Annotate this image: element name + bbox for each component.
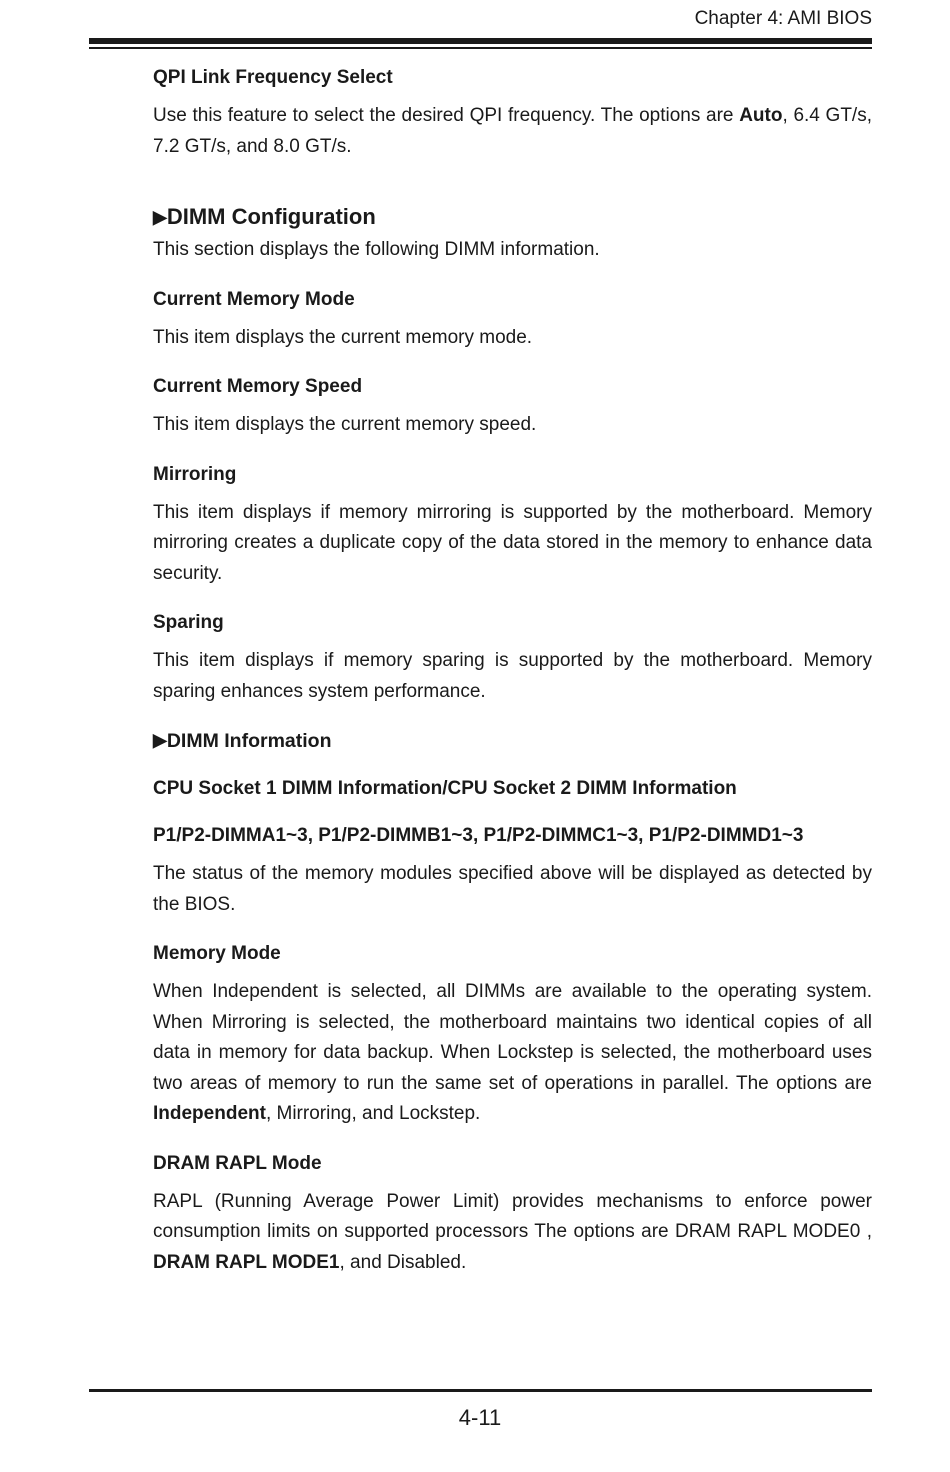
memory-mode-text (153, 977, 872, 1130)
cpu-socket-heading: CPU Socket 1 DIMM Information/CPU Socket 2 DIMM Information (153, 778, 737, 799)
header-rule-thick (89, 38, 872, 44)
dimm-information-title: DIMM Information (166, 730, 332, 752)
dram-rapl-default-option: DRAM RAPL MODE1 (153, 1251, 340, 1273)
current-memory-mode-text: This item displays the current memory mode. (153, 326, 533, 348)
current-memory-speed-text: This item displays the current memory speed. (153, 414, 537, 435)
sparing-text: This item displays if memory sparing is supported by the motherboard. Memory sparing enhances system performance. (153, 650, 872, 702)
dimm-modules-text: The status of the memory modules specified above will be displayed as detected by the BIOS. (153, 863, 872, 915)
dimm-configuration-heading (153, 202, 872, 232)
triangle-right-icon: ▶ (153, 730, 167, 750)
current-memory-speed-heading: Current Memory Speed (153, 376, 363, 397)
qpi-heading: QPI Link Frequency Select (153, 67, 393, 88)
sparing-heading: Sparing (153, 612, 224, 633)
header-rule-thin (89, 47, 872, 49)
memory-mode-text-after: , Mirroring, and Lockstep. (265, 1103, 481, 1124)
dimm-information-heading (153, 727, 872, 755)
qpi-text (153, 101, 872, 162)
qpi-text-before: Use this feature to select the desired QPI frequency. The options are (153, 105, 740, 126)
memory-mode-default-option: Independent (153, 1103, 266, 1124)
dram-rapl-text-after: , and Disabled. (339, 1251, 467, 1273)
dimm-modules-heading: P1/P2-DIMMA1~3, P1/P2-DIMMB1~3, P1/P2-DIMMC1~3, P1/P2-DIMMD1~3 (153, 825, 804, 846)
current-memory-mode-heading: Current Memory Mode (153, 288, 355, 310)
qpi-default-option: Auto (739, 105, 783, 126)
dram-rapl-text-before: RAPL (Running Average Power Limit) provides mechanisms to enforce power consumption limits on supported processors The options are DRAM RAPL MODE0 , (153, 1190, 872, 1242)
footer-rule (89, 1389, 872, 1392)
mirroring-text: This item displays if memory mirroring is supported by the motherboard. Memory mirroring creates a duplicate copy of the data stored in the memory to enhance data security. (153, 501, 872, 584)
dimm-configuration-title: DIMM Configuration (166, 204, 376, 229)
page-content (153, 64, 872, 1278)
page-number: 4-11 (458, 1405, 502, 1430)
dimm-configuration-intro: This section displays the following DIMM information. (153, 239, 600, 260)
dram-rapl-mode-text (153, 1187, 872, 1279)
memory-mode-text-before: When Independent is selected, all DIMMs are available to the operating system. When Mirroring is selected, the motherboard maintains two identical copies of all data in memory for data backup. When Lockstep is selected, the motherboard uses two areas of memory to run the same set of operations in parallel. The options are (153, 981, 872, 1094)
memory-mode-heading: Memory Mode (153, 943, 281, 964)
dram-rapl-mode-heading: DRAM RAPL Mode (153, 1152, 322, 1174)
triangle-right-icon: ▶ (153, 207, 167, 227)
mirroring-heading: Mirroring (153, 463, 237, 485)
running-head: Chapter 4: AMI BIOS (694, 8, 872, 29)
qpi-text-after: , 6.4 GT/s, 7.2 GT/s, and 8.0 GT/s. (153, 105, 872, 157)
